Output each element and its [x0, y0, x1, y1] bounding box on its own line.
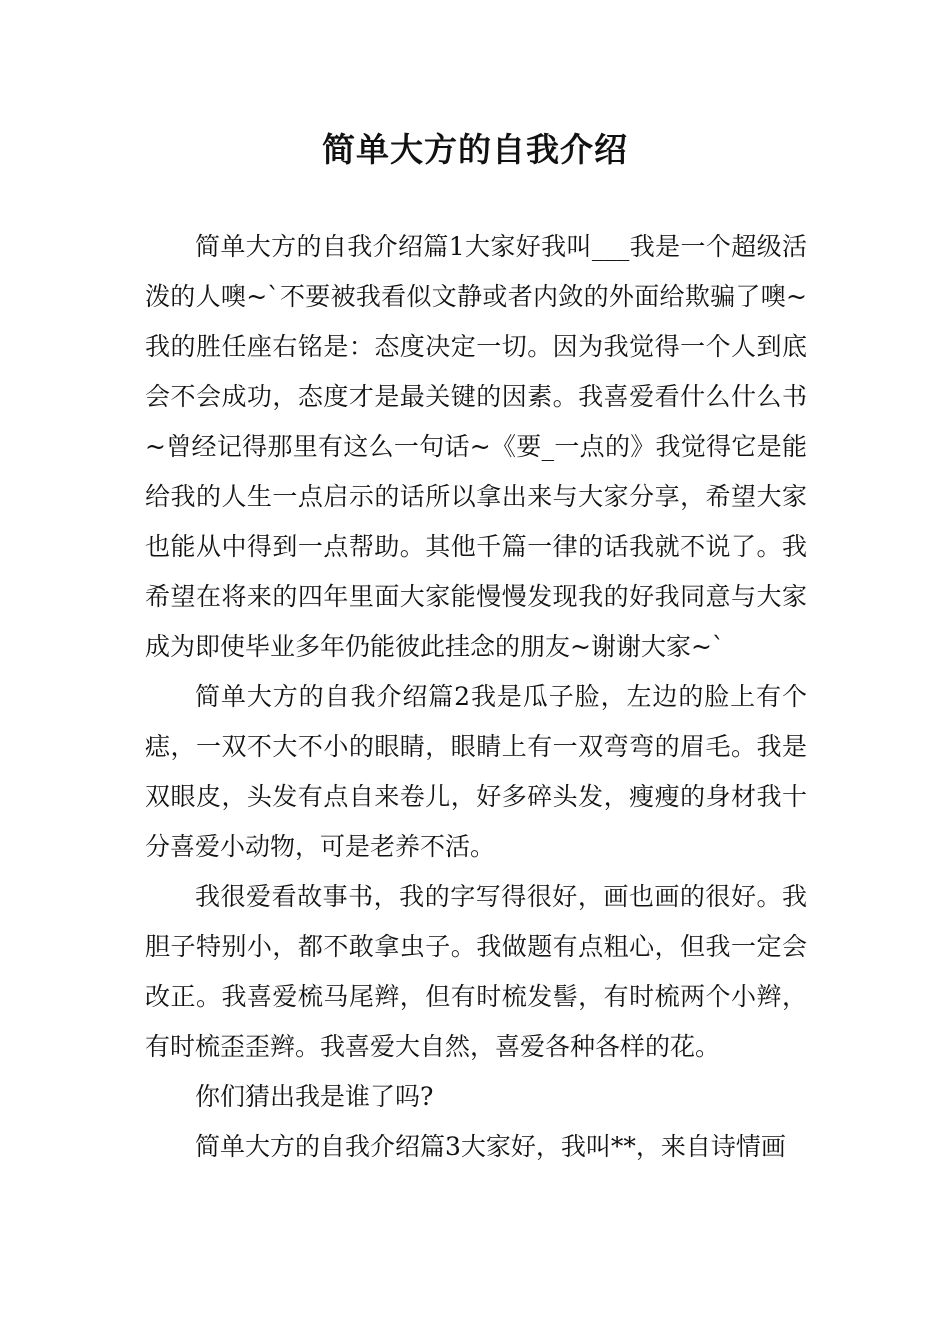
paragraph-4: 你们猜出我是谁了吗? — [195, 1082, 434, 1111]
document-title: 简单大方的自我介绍 — [322, 130, 628, 169]
document-body — [145, 222, 807, 1172]
paragraph-1: 简单大方的自我介绍篇1大家好我叫___我是一个超级活泼的人噢~`不要被我看似文静或者内敛的外面给欺骗了噢~我的胜任座右铭是：态度决定一切。因为我觉得一个人到底会不会成功，态度才是最关键的因素。我喜爱看什么什么书~曾经记得那里有这么一句话~《要_一点的》我觉得它是能给我的人生一点启示的话所以拿出来与大家分享，希望大家也能从中得到一点帮助。其他千篇一律的话我就不说了。我希望在将来的四年里面大家能慢慢发现我的好我同意与大家成为即使毕业多年仍能彼此挂念的朋友~谢谢大家~` — [145, 232, 807, 661]
paragraph-5: 简单大方的自我介绍篇3大家好，我叫**，来自诗情画 — [195, 1132, 786, 1161]
paragraph-3: 我很爱看故事书，我的字写得很好，画也画的很好。我胆子特别小，都不敢拿虫子。我做题有点粗心，但我一定会改正。我喜爱梳马尾辫，但有时梳发髻，有时梳两个小辫，有时梳歪歪辫。我喜爱大自然，喜爱各种各样的花。 — [145, 882, 807, 1061]
paragraph-2: 简单大方的自我介绍篇2我是瓜子脸，左边的脸上有个痣，一双不大不小的眼睛，眼睛上有一双弯弯的眉毛。我是双眼皮，头发有点自来卷儿，好多碎头发，瘦瘦的身材我十分喜爱小动物，可是老养不活。 — [145, 682, 807, 861]
